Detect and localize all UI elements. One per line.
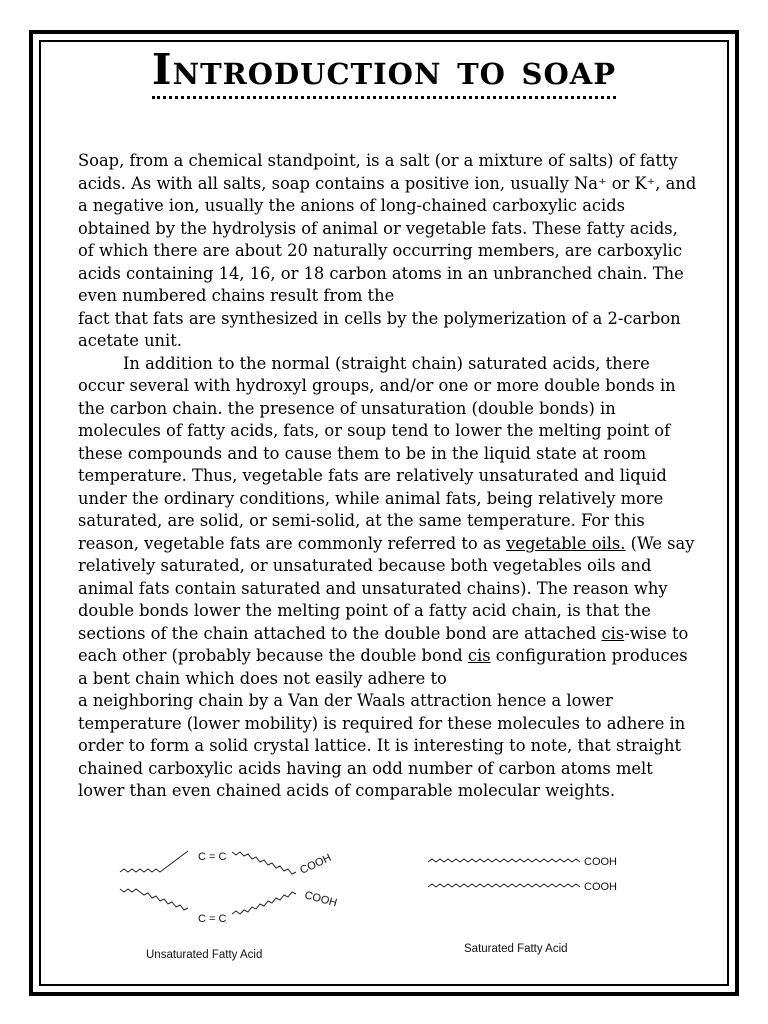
double-bond-upper: C = C: [198, 851, 227, 863]
double-bond-lower: C = C: [198, 913, 227, 925]
term-cis-2: cis: [467, 646, 491, 665]
saturated-chain-lower: [428, 884, 580, 887]
paragraph-1-continued: fact that fats are synthesized in cells by the polymerization of a 2-carbon acetate unit.: [78, 308, 681, 350]
unsaturated-chain-lower-left: [120, 889, 188, 910]
term-vegetable-oils: vegetable oils.: [506, 533, 626, 553]
cooh-saturated-upper: COOH: [584, 856, 617, 868]
unsaturated-chain-upper-right: [232, 852, 296, 874]
saturated-label: Saturated Fatty Acid: [464, 943, 568, 955]
page-title: Introduction to soap: [0, 46, 768, 99]
cooh-lower-unsaturated: COOH: [303, 889, 339, 910]
paragraph-2: In addition to the normal (straight chain) saturated acids, there occur several with hydroxyl groups, and/or one or more double bonds in the carbon chain. the presence of unsaturation (double bonds) in molecules of fatty acids, fats, or soup tend to lower the melting point of these compounds and to cause them to be in the liquid state at room temperature. Thus, vegetable fats are relatively unsaturated and liquid under the ordinary conditions, while animal fats, being relatively more saturated, are solid, or semi-solid, at the same temperature. For this reason, vegetable fats are commonly referred to as vegetable oils. (We say relatively saturated, or unsaturated because both vegetables oils and animal fats contain saturated and unsaturated chains). The reason why double bonds lower the melting point of a fatty acid chain, is that the sections of the chain attached to the double bond are attached cis-wise to each other (probably because the double bond cis configuration produces a bent chain which does not easily adhere to: [78, 353, 695, 688]
unsaturated-label: Unsaturated Fatty Acid: [146, 949, 263, 961]
paragraph-1: Soap, from a chemical standpoint, is a salt (or a mixture of salts) of fatty acids. As with all salts, soap contains a positive ion, usually Na⁺ or K⁺, and a negative ion, usually the anions of long-chained carboxylic acids obtained by the hydrolysis of animal or vegetable fats. These fatty acids, of which there are about 20 naturally occurring members, are carboxylic acids containing 14, 16, or 18 carbon atoms in an unbranched chain. The even numbered chains result from the: [78, 151, 697, 305]
paragraph-3: a neighboring chain by a Van der Waals attraction hence a lower temperature (lower mobility) is required for these molecules to adhere in order to form a solid crystal lattice. It is interesting to note, that straight chained carboxylic acids having an odd number of carbon atoms melt lower than even chained acids of comparable molecular weights.: [78, 691, 686, 800]
unsaturated-chain-upper-left: [120, 851, 188, 872]
fatty-acid-diagram: [110, 832, 630, 967]
saturated-chain-upper: [428, 859, 580, 862]
term-cis: cis: [601, 623, 625, 643]
document-body: [78, 150, 698, 803]
unsaturated-chain-lower-right: [232, 892, 296, 914]
cooh-saturated-lower: COOH: [584, 881, 617, 893]
fatty-acid-figure: [110, 832, 630, 967]
cooh-upper-unsaturated: COOH: [298, 851, 334, 877]
